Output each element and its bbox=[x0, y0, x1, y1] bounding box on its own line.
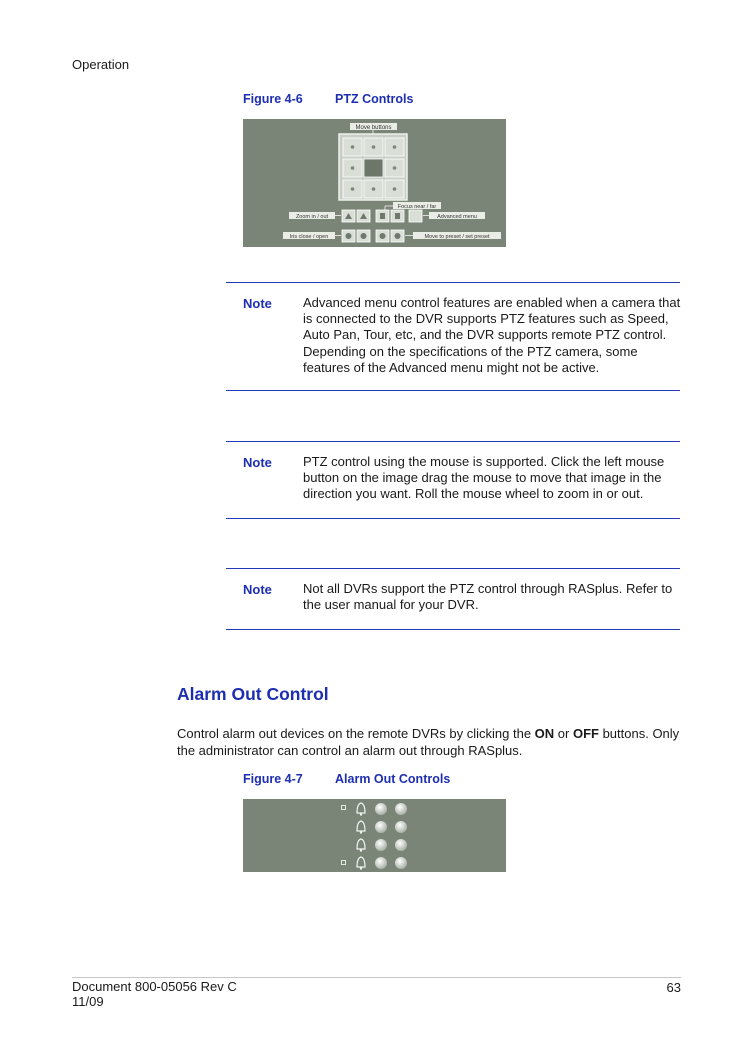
note-label: Note bbox=[243, 455, 272, 470]
note-top-rule bbox=[226, 441, 680, 442]
ptz-controls-figure bbox=[243, 119, 506, 247]
note-label: Note bbox=[243, 296, 272, 311]
alarm-out-diagram bbox=[243, 799, 506, 872]
alarm-status-indicator bbox=[342, 806, 346, 810]
figure-title: PTZ Controls bbox=[335, 92, 414, 106]
zoom-label: Zoom in / out bbox=[295, 214, 329, 220]
advanced-menu-label: Advanced menu bbox=[437, 214, 477, 220]
alarm-off-button[interactable] bbox=[395, 857, 407, 869]
figure-title: Alarm Out Controls bbox=[335, 772, 451, 786]
alarm-on-button[interactable] bbox=[375, 839, 387, 851]
alarm-on-button[interactable] bbox=[375, 821, 387, 833]
alarm-out-controls-figure bbox=[243, 799, 506, 872]
section-body: Control alarm out devices on the remote DVRs by clicking the ON or OFF buttons. Only the administrator can control an alarm out through RASplus. bbox=[177, 726, 680, 758]
footer-rule bbox=[72, 977, 681, 978]
note-bottom-rule bbox=[226, 390, 680, 391]
note-text: Not all DVRs support the PTZ control through RASplus. Refer to the user manual for your DVR. bbox=[303, 581, 673, 613]
running-head: Operation bbox=[72, 57, 130, 72]
ptz-controls-diagram bbox=[243, 119, 506, 247]
alarm-on-button[interactable] bbox=[375, 803, 387, 815]
move-center bbox=[364, 159, 383, 177]
alarm-bell-icon bbox=[357, 839, 365, 852]
on-keyword: ON bbox=[534, 726, 555, 741]
alarm-off-button[interactable] bbox=[395, 821, 407, 833]
figure-number: Figure 4-7 bbox=[243, 772, 303, 786]
alarm-off-button[interactable] bbox=[395, 839, 407, 851]
page-number: 63 bbox=[666, 980, 681, 995]
note-text: Advanced menu control features are enabled when a camera that is connected to the DVR supports PTZ features such as Speed, Auto Pan, Tour, etc, and the DVR supports remote PTZ control. Depending on the specifications of the PTZ camera, some features of the Advanced menu might not be active. bbox=[303, 295, 681, 375]
alarm-on-button[interactable] bbox=[375, 857, 387, 869]
note-bottom-rule bbox=[226, 629, 680, 630]
alarm-bell-icon bbox=[357, 857, 365, 870]
alarm-bell-icon bbox=[357, 803, 365, 816]
alarm-off-button[interactable] bbox=[395, 803, 407, 815]
document-number: Document 800-05056 Rev C bbox=[72, 979, 237, 994]
note-bottom-rule bbox=[226, 518, 680, 519]
iris-label: Iris close / open bbox=[289, 234, 329, 240]
preset-label: Move to preset / set preset bbox=[424, 234, 490, 240]
figure-caption-alarm bbox=[243, 772, 450, 786]
move-buttons-label: Move buttons bbox=[355, 125, 392, 131]
note-top-rule bbox=[226, 568, 680, 569]
figure-caption-ptz bbox=[243, 92, 413, 106]
note-text: PTZ control using the mouse is supported. Click the left mouse button on the image drag the mouse to move that image in the direction you want. Roll the mouse wheel to zoom in or out. bbox=[303, 454, 665, 502]
section-heading: Alarm Out Control bbox=[177, 684, 329, 704]
note-label: Note bbox=[243, 582, 272, 597]
off-keyword: OFF bbox=[572, 726, 599, 741]
footer-document-info bbox=[72, 980, 237, 1009]
figure-number: Figure 4-6 bbox=[243, 92, 303, 106]
focus-label: Focus near / far bbox=[397, 204, 437, 210]
advanced-menu-button[interactable] bbox=[409, 210, 422, 222]
alarm-status-indicator bbox=[342, 861, 346, 865]
document-date: 11/09 bbox=[72, 993, 104, 1009]
alarm-bell-icon bbox=[357, 821, 365, 834]
note-top-rule bbox=[226, 282, 680, 283]
